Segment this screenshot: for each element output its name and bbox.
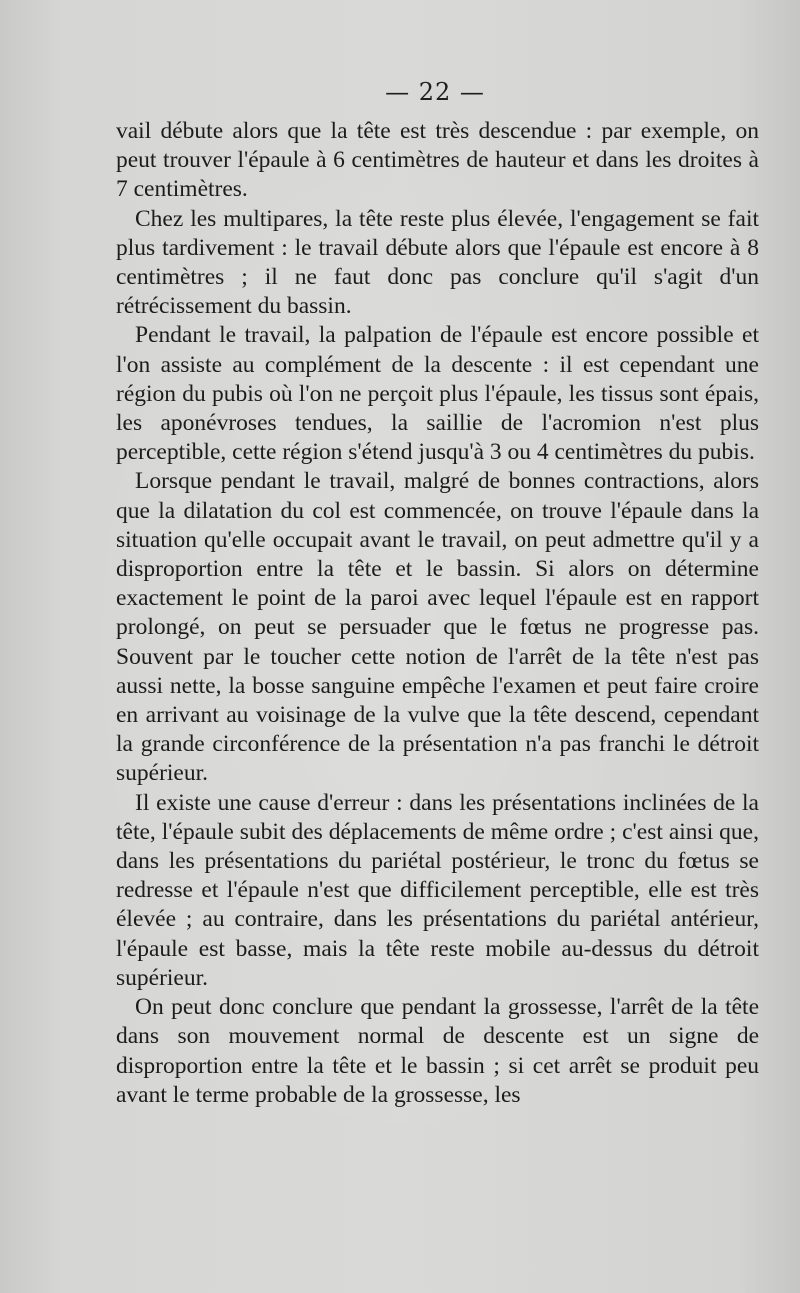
paragraph-4: Lorsque pendant le travail, malgré de bonnes contractions, alors que la dilatation du col est commencée, on trouve l'épaule dans la situation qu'elle occupait avant le travail, on peut admettre qu'il y a disproportion entre la tête et le bassin. Si alors on détermine exactement le point de la paroi avec lequel l'épaule est en rapport prolongé, on peut se persuader que le fœtus ne progresse pas. Souvent par le toucher cette notion de l'arrêt de la tête n'est pas aussi nette, la bosse sanguine empêche l'examen et peut faire croire en arrivant au voisinage de la vulve que la tête descend, cependant la grande circonférence de la présentation n'a pas franchi le détroit supérieur. [116,468,759,787]
paragraph-6: On peut donc conclure que pendant la grossesse, l'arrêt de la tête dans son mouvement normal de descente est un signe de disproportion entre la tête et le bassin ; si cet arrêt se produit peu avant le terme probable de la grossesse, les [116,994,759,1108]
body-text [116,117,759,1110]
paragraph-2: Chez les multipares, la tête reste plus élevée, l'engagement se fait plus tardivement : le travail débute alors que l'épaule est encore à 8 centimètres ; il ne faut donc pas conclure qu'il s'agit d'un rétrécissement du bassin. [116,205,759,320]
paragraph-1: vail débute alors que la tête est très descendue : par exemple, on peut trouver l'épaule à 6 centimètres de hauteur et dans les droites à 7 centimètres. [116,118,759,203]
page-number: — 22 — [385,78,485,106]
paragraph-5: Il existe une cause d'erreur : dans les présentations inclinées de la tête, l'épaule subit des déplacements de même ordre ; c'est ainsi que, dans les présentations du pariétal postérieur, le tronc du fœtus se redresse et l'épaule n'est que difficilement perceptible, elle est très élevée ; au contraire, dans les présentations du pariétal antérieur, l'épaule est basse, mais la tête reste mobile au-dessus du détroit supérieur. [116,789,759,991]
paragraph-3: Pendant le travail, la palpation de l'épaule est encore possible et l'on assiste au complément de la descente : il est cependant une région du pubis où l'on ne perçoit plus l'épaule, les tissus sont épais, les aponévroses tendues, la saillie de l'acromion n'est plus perceptible, cette région s'étend jusqu'à 3 ou 4 centimètres du pubis. [116,322,759,466]
